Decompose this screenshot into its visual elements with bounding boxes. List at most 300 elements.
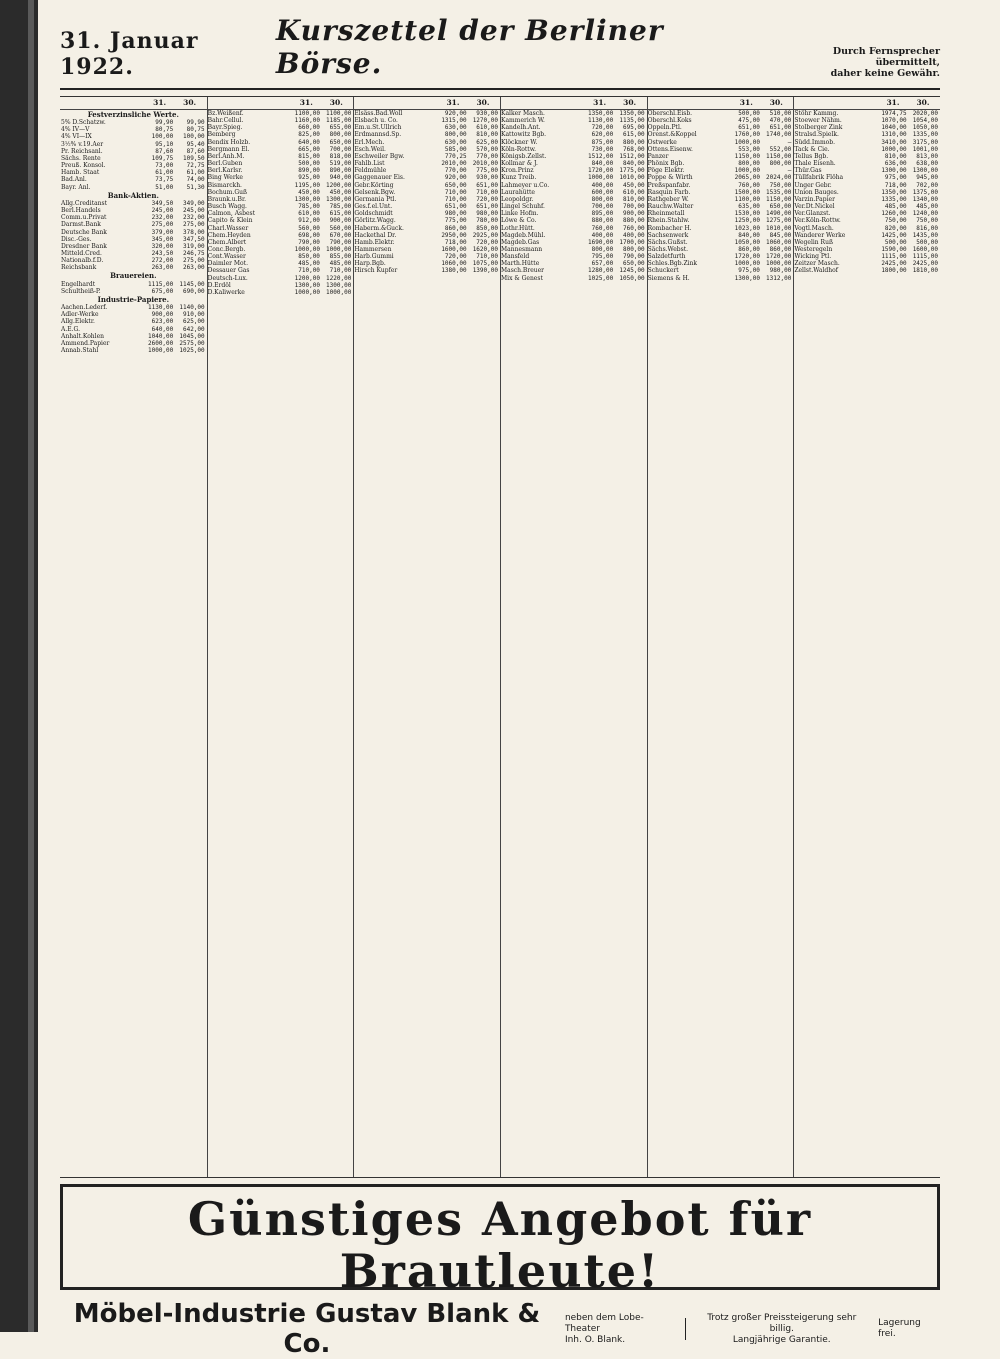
price-30: 810,00 xyxy=(622,195,645,203)
stock-name: Kattowitz Bgb. xyxy=(501,131,547,139)
price-31: 1040,00 xyxy=(881,124,907,132)
stock-name: Kollmar & J. xyxy=(501,160,538,168)
stock-row xyxy=(647,210,794,217)
price-30: 642,00 xyxy=(182,325,205,333)
stock-row xyxy=(207,217,354,224)
price-31: 1000,00 xyxy=(294,245,320,253)
price-31: 651,00 xyxy=(444,203,467,211)
price-31: 450,00 xyxy=(298,188,320,196)
price-30: 1240,00 xyxy=(912,210,938,218)
stock-name: Lingel Schuhf. xyxy=(501,203,545,211)
price-31: 850,00 xyxy=(298,253,320,261)
stock-row xyxy=(500,196,647,203)
price-31: 700,00 xyxy=(591,203,614,211)
price-31: 1530,00 xyxy=(734,210,760,218)
stock-name: Ver.Glanzst. xyxy=(794,210,831,218)
stock-name: Pr. Reichsanl. xyxy=(61,147,103,155)
price-30: 945,00 xyxy=(916,174,938,182)
price-31: 1195,00 xyxy=(294,181,320,189)
stock-name: Elsäss.Bad.Woll xyxy=(354,110,403,117)
stock-name: Salzdetfurth xyxy=(647,253,686,261)
price-30: 610,00 xyxy=(476,124,498,132)
stock-name: Preuß. Konsol. xyxy=(61,162,106,170)
stock-row xyxy=(793,217,940,224)
stock-name: 5% D.Schatzw. xyxy=(61,119,106,127)
column-header-cell: 30. xyxy=(183,98,197,108)
price-30: 80,75 xyxy=(186,126,205,134)
price-30: 1050,00 xyxy=(619,274,645,282)
price-31: 1720,00 xyxy=(734,253,760,261)
stock-row xyxy=(647,217,794,224)
stock-row xyxy=(500,153,647,160)
price-30: 560,00 xyxy=(329,224,352,232)
stock-name: Feldmühle xyxy=(354,167,387,175)
stock-row xyxy=(60,326,207,333)
stock-name: Südd.Immob. xyxy=(794,138,836,146)
stock-name: Capito & Klein xyxy=(207,217,253,225)
price-31: 760,00 xyxy=(738,181,760,189)
stock-name: Magdeb.Gas xyxy=(501,238,540,246)
price-30: 319,00 xyxy=(182,242,205,250)
stock-row xyxy=(647,182,794,189)
stock-row xyxy=(500,124,647,131)
stock-name: Kron.Prinz xyxy=(501,167,534,175)
stock-row xyxy=(207,131,354,138)
stock-name: Adler-Werke xyxy=(61,311,99,319)
price-31: 73,00 xyxy=(155,162,174,170)
price-31: 1500,00 xyxy=(734,188,760,196)
price-30: — xyxy=(787,138,792,146)
price-31: 1150,00 xyxy=(734,152,760,160)
price-30: 51,30 xyxy=(186,183,205,191)
stock-name: Ottens.Eisenw. xyxy=(647,145,693,153)
stock-row xyxy=(500,217,647,224)
stock-name: Anhalt.Kohlen xyxy=(61,332,105,340)
stock-name: Cont.Wasser xyxy=(207,253,246,261)
stock-name: Berl.Handels xyxy=(61,207,101,215)
stock-row xyxy=(60,162,207,169)
stock-row xyxy=(353,246,500,253)
stock-name: A.E.G. xyxy=(61,325,81,333)
stock-row xyxy=(647,131,794,138)
stock-name: Wegelin Ruß xyxy=(794,238,833,246)
stock-name: Laurahütte xyxy=(501,188,535,196)
stock-row xyxy=(60,288,207,295)
price-30: 840,00 xyxy=(622,160,645,168)
stock-row xyxy=(353,260,500,267)
page-title: Kurszettel der Berliner Börse. xyxy=(275,14,664,80)
price-31: 73,75 xyxy=(155,176,174,184)
price-30: 760,00 xyxy=(622,224,645,232)
stock-row xyxy=(60,236,207,243)
stock-row xyxy=(207,110,354,117)
ad-storage: Lagerung frei. xyxy=(878,1318,921,1339)
column-header-cell: 30. xyxy=(476,98,490,108)
stock-row xyxy=(60,333,207,340)
price-31: 1690,00 xyxy=(587,238,614,246)
price-30: 2010,00 xyxy=(472,160,498,168)
stock-name: Mix & Genest xyxy=(501,274,543,282)
price-31: 698,00 xyxy=(298,231,320,239)
stock-name: Rhein.Stahlw. xyxy=(647,217,690,225)
price-30: 750,00 xyxy=(916,217,938,225)
ad-location-line2: Inh. O. Blank. xyxy=(564,1334,626,1345)
price-31: 925,00 xyxy=(298,174,320,182)
stock-name: Bismarckh. xyxy=(207,181,242,189)
price-30: 510,00 xyxy=(769,110,792,117)
price-31: 1060,00 xyxy=(441,260,467,268)
price-31: 1000,00 xyxy=(734,138,760,146)
price-31: 1300,00 xyxy=(294,195,320,203)
price-30: 1300,00 xyxy=(326,281,352,289)
price-30: 1115,00 xyxy=(912,253,938,261)
stock-row xyxy=(647,260,794,267)
stock-name: Schuckert xyxy=(647,267,679,275)
price-31: 810,00 xyxy=(884,152,907,160)
stock-row xyxy=(647,246,794,253)
stock-name: Marth.Hütte xyxy=(501,260,540,268)
price-30: 860,00 xyxy=(769,245,792,253)
stock-row xyxy=(207,232,354,239)
stock-row xyxy=(207,203,354,210)
stock-row xyxy=(353,153,500,160)
stock-row xyxy=(353,217,500,224)
price-31: 775,00 xyxy=(444,217,467,225)
stock-row xyxy=(793,203,940,210)
column-header-cell: 30. xyxy=(769,98,783,108)
price-31: 1280,00 xyxy=(587,267,614,275)
stock-row xyxy=(793,253,940,260)
stock-row xyxy=(60,126,207,133)
price-31: 890,00 xyxy=(298,167,320,175)
stock-row xyxy=(353,117,500,124)
stock-row xyxy=(647,203,794,210)
price-31: 1000,00 xyxy=(587,174,614,182)
price-31: 800,00 xyxy=(444,131,467,139)
page-header xyxy=(60,14,940,80)
price-30: 800,00 xyxy=(329,131,352,139)
stock-row xyxy=(793,239,940,246)
stock-name: Klöckner W. xyxy=(501,138,538,146)
stock-row xyxy=(647,110,794,117)
price-31: 1350,00 xyxy=(587,110,614,117)
price-31: 1000,00 xyxy=(734,260,760,268)
price-31: 3410,00 xyxy=(881,138,907,146)
price-30: 485,00 xyxy=(329,260,352,268)
price-30: 1025,00 xyxy=(179,347,205,354)
stock-name: Oppeln.Ptl. xyxy=(647,124,682,132)
price-31: 640,00 xyxy=(298,138,320,146)
price-31: 275,00 xyxy=(151,221,174,229)
price-31: 1070,00 xyxy=(881,117,907,125)
price-30: 850,00 xyxy=(476,224,498,232)
price-31: 500,00 xyxy=(298,160,320,168)
stock-row xyxy=(60,229,207,236)
stock-row xyxy=(353,174,500,181)
stock-name: Sächs.Webst. xyxy=(647,245,689,253)
stock-name: Disc.-Ges. xyxy=(61,235,92,243)
price-30: 816,00 xyxy=(916,224,938,232)
column-header xyxy=(647,97,794,110)
price-30: 650,00 xyxy=(329,138,352,146)
stock-row xyxy=(647,174,794,181)
stock-row xyxy=(647,189,794,196)
stock-row xyxy=(793,267,940,274)
stock-name: Tüllfabrik Flöha xyxy=(794,174,844,182)
stock-name: Fahlb.List xyxy=(354,160,385,168)
ad-detail-line xyxy=(63,1299,937,1359)
stock-name: Hackethal Dr. xyxy=(354,231,397,239)
price-30: 790,00 xyxy=(329,238,352,246)
stock-name: Wanderer Werke xyxy=(794,231,846,239)
price-31: 485,00 xyxy=(298,260,320,268)
header-note-line1: Durch Fernsprecher übermittelt, xyxy=(832,46,940,69)
stock-row xyxy=(500,189,647,196)
price-31: 651,00 xyxy=(738,124,760,132)
ad-terms-line1: Trotz großer Preissteigerung sehr billig. xyxy=(707,1312,857,1334)
price-30: 1150,00 xyxy=(766,152,792,160)
price-30: 1050,00 xyxy=(912,124,938,132)
stock-row xyxy=(207,196,354,203)
price-31: 87,60 xyxy=(155,147,174,155)
stock-row xyxy=(647,117,794,124)
price-30: 900,00 xyxy=(622,210,645,218)
price-31: 860,00 xyxy=(738,245,760,253)
stock-row xyxy=(353,124,500,131)
price-30: 1700,00 xyxy=(619,238,645,246)
stock-name: Poppe & Wirth xyxy=(647,174,693,182)
stock-row xyxy=(60,281,207,288)
stock-row xyxy=(60,243,207,250)
stock-name: Oberschl.Eisb. xyxy=(647,110,693,117)
price-31: 730,00 xyxy=(591,145,614,153)
stock-name: Panzer xyxy=(647,152,669,160)
header-note-line2: daher keine Gewähr. xyxy=(830,68,940,80)
stock-name: Orenst.&Koppel xyxy=(647,131,697,139)
stock-name: 4% IV—V xyxy=(61,126,90,134)
price-30: 232,00 xyxy=(182,214,205,222)
price-31: 815,00 xyxy=(298,152,320,160)
price-31: 1600,00 xyxy=(441,245,467,253)
stock-row xyxy=(60,207,207,214)
stock-name: Bochum.Guß xyxy=(207,188,248,196)
price-31: 840,00 xyxy=(738,231,760,239)
stock-name: Union Bauges. xyxy=(794,188,839,196)
price-30: 650,00 xyxy=(769,203,792,211)
price-31: 720,00 xyxy=(591,124,614,132)
stock-row xyxy=(207,260,354,267)
stock-name: Köln-Rottw. xyxy=(501,145,537,153)
stock-row xyxy=(60,347,207,354)
column-header-cell: 30. xyxy=(623,98,637,108)
price-30: 1245,00 xyxy=(619,267,645,275)
stock-name: Busch Wagg. xyxy=(207,203,247,211)
stock-name: Conc.Bergb. xyxy=(207,245,246,253)
price-31: 1160,00 xyxy=(294,117,320,125)
price-30: 552,00 xyxy=(769,145,792,153)
column-header xyxy=(207,97,354,110)
stock-row xyxy=(60,214,207,221)
stock-name: Hirsch Kupfer xyxy=(354,267,398,275)
stock-name: Königsb.Zellst. xyxy=(501,152,547,160)
price-30: 785,00 xyxy=(329,203,352,211)
price-30: 1275,00 xyxy=(766,217,792,225)
stock-name: Varzin.Papier xyxy=(794,195,835,203)
price-31: 770,00 xyxy=(444,167,467,175)
price-31: 975,00 xyxy=(738,267,760,275)
column-header-cell: 30. xyxy=(329,98,343,108)
price-30: 845,00 xyxy=(769,231,792,239)
stock-row xyxy=(647,267,794,274)
price-30: 1340,00 xyxy=(912,195,938,203)
stock-row xyxy=(60,311,207,318)
price-31: 245,00 xyxy=(151,207,174,215)
stock-row xyxy=(207,246,354,253)
price-30: 651,00 xyxy=(769,124,792,132)
stock-name: Dresdner Bank xyxy=(61,242,107,250)
price-30: 1000,00 xyxy=(766,260,792,268)
price-30: 1150,00 xyxy=(766,195,792,203)
stock-name: Hamb.Elektr. xyxy=(354,238,395,246)
stock-row xyxy=(60,221,207,228)
price-30: 790,00 xyxy=(622,253,645,261)
stock-row xyxy=(353,253,500,260)
price-30: 710,00 xyxy=(476,253,498,261)
stock-row xyxy=(353,189,500,196)
stock-name: Harb.Gummi xyxy=(354,253,394,261)
price-31: 51,00 xyxy=(155,183,174,191)
price-30: 347,50 xyxy=(182,235,205,243)
price-31: 349,50 xyxy=(151,199,174,207)
stock-row xyxy=(793,196,940,203)
price-30: 650,00 xyxy=(622,260,645,268)
stock-row xyxy=(500,139,647,146)
stock-name: Schles.Bgb.Zink xyxy=(647,260,698,268)
stock-name: Kandelh.Ant. xyxy=(501,124,541,132)
stock-row xyxy=(207,210,354,217)
price-31: 272,00 xyxy=(151,257,174,265)
price-30: 500,00 xyxy=(916,238,938,246)
price-30: 638,00 xyxy=(916,160,938,168)
stock-name: Ostwerke xyxy=(647,138,677,146)
price-30: 378,00 xyxy=(182,228,205,236)
price-30: 1060,00 xyxy=(766,238,792,246)
stock-row xyxy=(60,119,207,126)
price-30: 1775,00 xyxy=(619,167,645,175)
stock-name: Allg.Creditanst xyxy=(61,199,108,207)
price-30: 1720,00 xyxy=(766,253,792,261)
price-30: 930,00 xyxy=(476,174,498,182)
price-30: 702,00 xyxy=(916,181,938,189)
stock-row xyxy=(353,267,500,274)
price-30: 275,00 xyxy=(182,221,205,229)
price-30: 1140,00 xyxy=(179,304,205,312)
stock-row xyxy=(647,225,794,232)
price-31: 1050,00 xyxy=(734,238,760,246)
stock-row xyxy=(500,131,647,138)
stock-column xyxy=(353,97,501,1177)
price-30: 349,00 xyxy=(182,199,205,207)
price-31: 790,00 xyxy=(298,238,320,246)
price-31: 80,75 xyxy=(155,126,174,134)
price-30: 1535,00 xyxy=(766,188,792,196)
ad-location xyxy=(565,1313,671,1346)
stock-row xyxy=(60,176,207,183)
stock-row xyxy=(647,124,794,131)
stock-row xyxy=(647,167,794,174)
stock-name: Bergmann El. xyxy=(207,145,250,153)
stock-row xyxy=(647,239,794,246)
price-30: 1390,00 xyxy=(472,267,498,275)
price-31: 1300,00 xyxy=(881,167,907,175)
stock-row xyxy=(207,124,354,131)
stock-row xyxy=(60,264,207,271)
stock-name: Esch.Weil. xyxy=(354,145,386,153)
price-31: 1130,00 xyxy=(147,304,174,312)
price-31: 710,00 xyxy=(298,267,320,275)
price-30: 775,00 xyxy=(476,167,498,175)
price-30: 2024,00 xyxy=(766,174,792,182)
stock-name: Löwe & Co. xyxy=(501,217,537,225)
price-31: 2065,00 xyxy=(734,174,760,182)
price-30: 800,00 xyxy=(622,245,645,253)
stock-name: Unger Gebr. xyxy=(794,181,832,189)
column-header-cell: 31. xyxy=(739,98,753,108)
price-31: 560,00 xyxy=(298,224,320,232)
stock-name: Em.u.St.Ullrich xyxy=(354,124,402,132)
price-30: 1512,00 xyxy=(619,152,645,160)
price-31: 585,00 xyxy=(444,145,467,153)
price-31: 1100,00 xyxy=(734,195,760,203)
stock-row xyxy=(353,203,500,210)
price-31: 320,00 xyxy=(151,242,174,250)
price-31: 1512,00 xyxy=(587,152,614,160)
stock-row xyxy=(207,275,354,282)
price-31: 1023,00 xyxy=(734,224,760,232)
price-30: 245,00 xyxy=(182,207,205,215)
price-31: 1025,00 xyxy=(587,274,614,282)
stock-name: Charl.Wasser xyxy=(207,224,249,232)
stock-row xyxy=(353,167,500,174)
stock-name: Pöge Elektr. xyxy=(647,167,685,175)
price-30: 1135,00 xyxy=(619,117,645,125)
price-30: 720,00 xyxy=(476,195,498,203)
stock-name: Aachen.Lederf. xyxy=(61,304,108,312)
price-31: 718,00 xyxy=(884,181,907,189)
price-31: 623,00 xyxy=(151,318,174,326)
price-30: 519,00 xyxy=(329,160,352,168)
price-31: 1720,00 xyxy=(587,167,614,175)
price-31: 675,00 xyxy=(151,287,174,295)
stock-row xyxy=(500,267,647,274)
price-31: 1425,00 xyxy=(881,231,907,239)
stock-name: 3½% v.19.Aer xyxy=(61,140,104,148)
stock-name: Mansfeld xyxy=(501,253,530,261)
price-30: 400,00 xyxy=(622,231,645,239)
stock-name: Chem.Albert xyxy=(207,238,247,246)
price-30: 246,75 xyxy=(182,249,205,257)
stock-row xyxy=(793,225,940,232)
stock-row xyxy=(647,160,794,167)
price-31: 630,00 xyxy=(444,138,467,146)
price-31: 61,00 xyxy=(155,169,174,177)
price-30: 651,00 xyxy=(476,181,498,189)
price-30: 780,00 xyxy=(476,217,498,225)
price-30: 900,00 xyxy=(329,217,352,225)
stock-name: Bad.Anl. xyxy=(61,176,87,184)
price-31: 109,75 xyxy=(151,154,174,162)
stock-row xyxy=(207,282,354,289)
